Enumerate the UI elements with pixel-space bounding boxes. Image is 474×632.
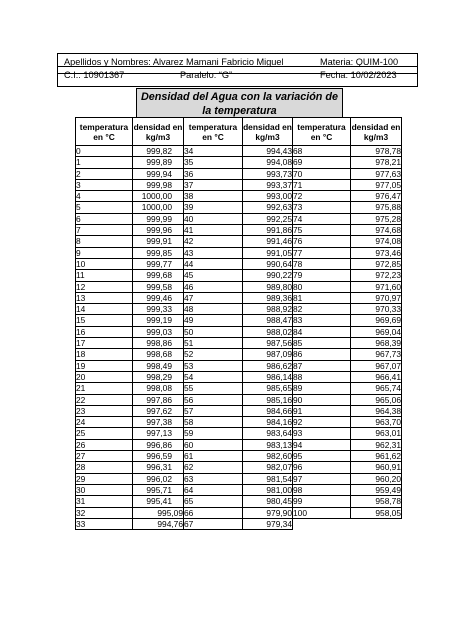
density-cell: 967,07 — [351, 360, 402, 371]
temperature-cell: 74 — [293, 213, 351, 224]
col-header-density: densidad en kg/m3 — [243, 118, 293, 146]
temperature-cell: 82 — [293, 304, 351, 315]
density-cell: 994,08 — [243, 157, 293, 168]
temperature-cell: 53 — [184, 360, 243, 371]
temperature-cell: 49 — [184, 315, 243, 326]
temperature-cell: 0 — [76, 146, 133, 157]
density-cell: 999,99 — [133, 213, 184, 224]
temperature-cell: 97 — [293, 473, 351, 484]
temperature-cell: 13 — [76, 292, 133, 303]
temperature-cell: 71 — [293, 179, 351, 190]
temperature-cell: 43 — [184, 247, 243, 258]
density-cell: 977,05 — [351, 179, 402, 190]
density-cell: 988,47 — [243, 315, 293, 326]
density-cell: 960,20 — [351, 473, 402, 484]
table-row — [76, 405, 402, 416]
density-cell: 993,00 — [243, 191, 293, 202]
density-cell: 985,65 — [243, 383, 293, 394]
table-row — [76, 338, 402, 349]
temperature-cell: 72 — [293, 191, 351, 202]
density-cell: 963,01 — [351, 428, 402, 439]
temperature-cell: 81 — [293, 292, 351, 303]
temperature-cell: 57 — [184, 405, 243, 416]
density-cell: 989,80 — [243, 281, 293, 292]
temperature-cell: 91 — [293, 405, 351, 416]
temperature-cell: 22 — [76, 394, 133, 405]
density-cell: 975,28 — [351, 213, 402, 224]
temperature-cell: 79 — [293, 270, 351, 281]
col-header-density: densidad en kg/m3 — [133, 118, 184, 146]
temperature-cell: 64 — [184, 484, 243, 495]
density-cell: 969,04 — [351, 326, 402, 337]
density-cell: 995,09 — [133, 507, 184, 518]
temperature-cell: 40 — [184, 213, 243, 224]
density-cell: 997,86 — [133, 394, 184, 405]
col-header-temperature: temperatura en °C — [293, 118, 351, 146]
density-cell: 969,69 — [351, 315, 402, 326]
temperature-cell — [293, 518, 351, 529]
temperature-cell: 2 — [76, 168, 133, 179]
table-row — [76, 518, 402, 529]
table-row — [76, 236, 402, 247]
temperature-cell: 98 — [293, 484, 351, 495]
table-row — [76, 428, 402, 439]
header-row-ids — [57, 66, 418, 87]
temperature-cell: 1 — [76, 157, 133, 168]
date-label: Fecha: 10/02/2023 — [320, 70, 397, 80]
density-cell: 999,03 — [133, 326, 184, 337]
density-cell: 983,64 — [243, 428, 293, 439]
density-cell: 994,76 — [133, 518, 184, 529]
density-cell: 998,86 — [133, 338, 184, 349]
density-cell: 999,46 — [133, 292, 184, 303]
density-cell: 993,37 — [243, 179, 293, 190]
density-cell: 996,31 — [133, 462, 184, 473]
density-cell: 958,05 — [351, 507, 402, 518]
temperature-cell: 80 — [293, 281, 351, 292]
col-header-density: densidad en kg/m3 — [351, 118, 402, 146]
density-cell: 986,14 — [243, 371, 293, 382]
temperature-cell: 66 — [184, 507, 243, 518]
temperature-cell: 45 — [184, 270, 243, 281]
density-cell: 1000,00 — [133, 191, 184, 202]
density-cell: 984,66 — [243, 405, 293, 416]
table-row — [76, 507, 402, 518]
density-cell: 975,88 — [351, 202, 402, 213]
density-cell: 965,74 — [351, 383, 402, 394]
temperature-cell: 88 — [293, 371, 351, 382]
temperature-cell: 44 — [184, 258, 243, 269]
temperature-cell: 93 — [293, 428, 351, 439]
density-cell: 980,45 — [243, 496, 293, 507]
density-cell: 981,00 — [243, 484, 293, 495]
temperature-cell: 87 — [293, 360, 351, 371]
density-cell: 999,58 — [133, 281, 184, 292]
density-cell: 992,25 — [243, 213, 293, 224]
density-cell: 991,86 — [243, 225, 293, 236]
density-cell: 991,05 — [243, 247, 293, 258]
density-cell: 988,92 — [243, 304, 293, 315]
density-cell: 995,41 — [133, 496, 184, 507]
density-cell: 999,85 — [133, 247, 184, 258]
density-cell: 970,33 — [351, 304, 402, 315]
subject-label: Materia: QUIM-100 — [320, 57, 399, 67]
density-cell: 968,39 — [351, 338, 402, 349]
density-cell: 967,73 — [351, 349, 402, 360]
density-cell: 999,94 — [133, 168, 184, 179]
density-cell: 998,08 — [133, 383, 184, 394]
temperature-cell: 9 — [76, 247, 133, 258]
temperature-cell: 36 — [184, 168, 243, 179]
density-cell: 960,91 — [351, 462, 402, 473]
table-row — [76, 326, 402, 337]
density-cell: 999,98 — [133, 179, 184, 190]
temperature-cell: 62 — [184, 462, 243, 473]
table-title: Densidad del Agua con la variación de la temperatura — [136, 88, 343, 118]
density-cell: 979,34 — [243, 518, 293, 529]
temperature-cell: 61 — [184, 451, 243, 462]
density-cell: 998,29 — [133, 371, 184, 382]
table-row — [76, 484, 402, 495]
density-cell: 978,78 — [351, 146, 402, 157]
density-table — [75, 117, 402, 530]
table-row — [76, 191, 402, 202]
density-cell: 987,56 — [243, 338, 293, 349]
temperature-cell: 38 — [184, 191, 243, 202]
density-cell: 999,77 — [133, 258, 184, 269]
density-cell: 965,06 — [351, 394, 402, 405]
temperature-cell: 77 — [293, 247, 351, 258]
temperature-cell: 96 — [293, 462, 351, 473]
table-row — [76, 281, 402, 292]
temperature-cell: 92 — [293, 417, 351, 428]
table-row — [76, 146, 402, 157]
table-row — [76, 258, 402, 269]
temperature-cell: 37 — [184, 179, 243, 190]
temperature-cell: 21 — [76, 383, 133, 394]
temperature-cell: 47 — [184, 292, 243, 303]
table-row — [76, 462, 402, 473]
density-cell: 998,49 — [133, 360, 184, 371]
density-cell — [351, 518, 402, 529]
temperature-cell: 48 — [184, 304, 243, 315]
density-cell: 983,13 — [243, 439, 293, 450]
table-row — [76, 417, 402, 428]
temperature-cell: 50 — [184, 326, 243, 337]
density-cell: 974,08 — [351, 236, 402, 247]
density-cell: 972,85 — [351, 258, 402, 269]
temperature-cell: 65 — [184, 496, 243, 507]
temperature-cell: 27 — [76, 451, 133, 462]
table-row — [76, 473, 402, 484]
temperature-cell: 59 — [184, 428, 243, 439]
temperature-cell: 26 — [76, 439, 133, 450]
col-header-temperature: temperatura en °C — [76, 118, 133, 146]
temperature-cell: 90 — [293, 394, 351, 405]
density-cell: 992,63 — [243, 202, 293, 213]
density-cell: 963,70 — [351, 417, 402, 428]
temperature-cell: 67 — [184, 518, 243, 529]
temperature-cell: 23 — [76, 405, 133, 416]
table-row — [76, 168, 402, 179]
density-cell: 989,36 — [243, 292, 293, 303]
density-cell: 997,38 — [133, 417, 184, 428]
temperature-cell: 73 — [293, 202, 351, 213]
table-row — [76, 179, 402, 190]
temperature-cell: 15 — [76, 315, 133, 326]
table-header-row — [76, 118, 402, 146]
temperature-cell: 85 — [293, 338, 351, 349]
temperature-cell: 99 — [293, 496, 351, 507]
temperature-cell: 42 — [184, 236, 243, 247]
temperature-cell: 86 — [293, 349, 351, 360]
table-row — [76, 157, 402, 168]
temperature-cell: 41 — [184, 225, 243, 236]
temperature-cell: 78 — [293, 258, 351, 269]
density-cell: 982,60 — [243, 451, 293, 462]
temperature-cell: 34 — [184, 146, 243, 157]
temperature-cell: 12 — [76, 281, 133, 292]
temperature-cell: 95 — [293, 451, 351, 462]
temperature-cell: 84 — [293, 326, 351, 337]
temperature-cell: 76 — [293, 236, 351, 247]
density-cell: 997,13 — [133, 428, 184, 439]
density-cell: 977,63 — [351, 168, 402, 179]
temperature-cell: 32 — [76, 507, 133, 518]
temperature-cell: 63 — [184, 473, 243, 484]
temperature-cell: 51 — [184, 338, 243, 349]
density-cell: 982,07 — [243, 462, 293, 473]
temperature-cell: 20 — [76, 371, 133, 382]
temperature-cell: 31 — [76, 496, 133, 507]
density-cell: 998,68 — [133, 349, 184, 360]
temperature-cell: 17 — [76, 338, 133, 349]
density-cell: 966,41 — [351, 371, 402, 382]
density-cell: 991,46 — [243, 236, 293, 247]
table-row — [76, 371, 402, 382]
temperature-cell: 100 — [293, 507, 351, 518]
density-cell: 988,02 — [243, 326, 293, 337]
temperature-cell: 10 — [76, 258, 133, 269]
density-cell: 995,71 — [133, 484, 184, 495]
temperature-cell: 5 — [76, 202, 133, 213]
density-cell: 999,19 — [133, 315, 184, 326]
table-row — [76, 496, 402, 507]
table-row — [76, 304, 402, 315]
density-cell: 987,09 — [243, 349, 293, 360]
density-cell: 999,82 — [133, 146, 184, 157]
table-row — [76, 247, 402, 258]
temperature-cell: 52 — [184, 349, 243, 360]
table-row — [76, 349, 402, 360]
density-cell: 999,96 — [133, 225, 184, 236]
temperature-cell: 68 — [293, 146, 351, 157]
temperature-cell: 70 — [293, 168, 351, 179]
density-cell: 984,16 — [243, 417, 293, 428]
temperature-cell: 24 — [76, 417, 133, 428]
table-row — [76, 451, 402, 462]
density-cell: 990,22 — [243, 270, 293, 281]
temperature-cell: 94 — [293, 439, 351, 450]
temperature-cell: 4 — [76, 191, 133, 202]
temperature-cell: 14 — [76, 304, 133, 315]
density-cell: 990,64 — [243, 258, 293, 269]
density-cell: 999,33 — [133, 304, 184, 315]
density-cell: 959,49 — [351, 484, 402, 495]
table-row — [76, 394, 402, 405]
student-name-label: Apellidos y Nombres: Alvarez Mamani Fabricio Miguel — [64, 57, 284, 67]
density-cell: 996,86 — [133, 439, 184, 450]
density-cell: 979,90 — [243, 507, 293, 518]
temperature-cell: 83 — [293, 315, 351, 326]
temperature-cell: 30 — [76, 484, 133, 495]
density-cell: 985,16 — [243, 394, 293, 405]
ci-label: C.I.: 10901367 — [64, 70, 125, 80]
temperature-cell: 35 — [184, 157, 243, 168]
density-cell: 970,97 — [351, 292, 402, 303]
density-cell: 986,62 — [243, 360, 293, 371]
temperature-cell: 60 — [184, 439, 243, 450]
density-cell: 974,68 — [351, 225, 402, 236]
temperature-cell: 18 — [76, 349, 133, 360]
temperature-cell: 29 — [76, 473, 133, 484]
temperature-cell: 6 — [76, 213, 133, 224]
density-cell: 958,78 — [351, 496, 402, 507]
table-row — [76, 383, 402, 394]
temperature-cell: 56 — [184, 394, 243, 405]
density-cell: 981,54 — [243, 473, 293, 484]
table-row — [76, 439, 402, 450]
density-cell: 976,47 — [351, 191, 402, 202]
density-cell: 999,89 — [133, 157, 184, 168]
density-cell: 972,23 — [351, 270, 402, 281]
temperature-cell: 46 — [184, 281, 243, 292]
temperature-cell: 25 — [76, 428, 133, 439]
temperature-cell: 39 — [184, 202, 243, 213]
density-cell: 994,43 — [243, 146, 293, 157]
parallel-label: Paralelo: “G” — [180, 70, 233, 80]
density-cell: 996,59 — [133, 451, 184, 462]
table-row — [76, 360, 402, 371]
temperature-cell: 55 — [184, 383, 243, 394]
density-cell: 993,73 — [243, 168, 293, 179]
temperature-cell: 16 — [76, 326, 133, 337]
table-row — [76, 202, 402, 213]
table-row — [76, 225, 402, 236]
density-cell: 971,60 — [351, 281, 402, 292]
density-cell: 961,62 — [351, 451, 402, 462]
temperature-cell: 3 — [76, 179, 133, 190]
table-row — [76, 315, 402, 326]
density-cell: 997,62 — [133, 405, 184, 416]
col-header-temperature: temperatura en °C — [184, 118, 243, 146]
temperature-cell: 28 — [76, 462, 133, 473]
temperature-cell: 75 — [293, 225, 351, 236]
temperature-cell: 33 — [76, 518, 133, 529]
density-cell: 978,21 — [351, 157, 402, 168]
table-row — [76, 213, 402, 224]
temperature-cell: 89 — [293, 383, 351, 394]
temperature-cell: 54 — [184, 371, 243, 382]
density-cell: 973,46 — [351, 247, 402, 258]
temperature-cell: 7 — [76, 225, 133, 236]
density-cell: 962,31 — [351, 439, 402, 450]
density-cell: 964,38 — [351, 405, 402, 416]
table-body — [76, 146, 402, 530]
temperature-cell: 8 — [76, 236, 133, 247]
table-row — [76, 270, 402, 281]
density-cell: 999,68 — [133, 270, 184, 281]
density-cell: 1000,00 — [133, 202, 184, 213]
density-cell: 996,02 — [133, 473, 184, 484]
temperature-cell: 19 — [76, 360, 133, 371]
temperature-cell: 69 — [293, 157, 351, 168]
temperature-cell: 11 — [76, 270, 133, 281]
table-row — [76, 292, 402, 303]
density-cell: 999,91 — [133, 236, 184, 247]
temperature-cell: 58 — [184, 417, 243, 428]
